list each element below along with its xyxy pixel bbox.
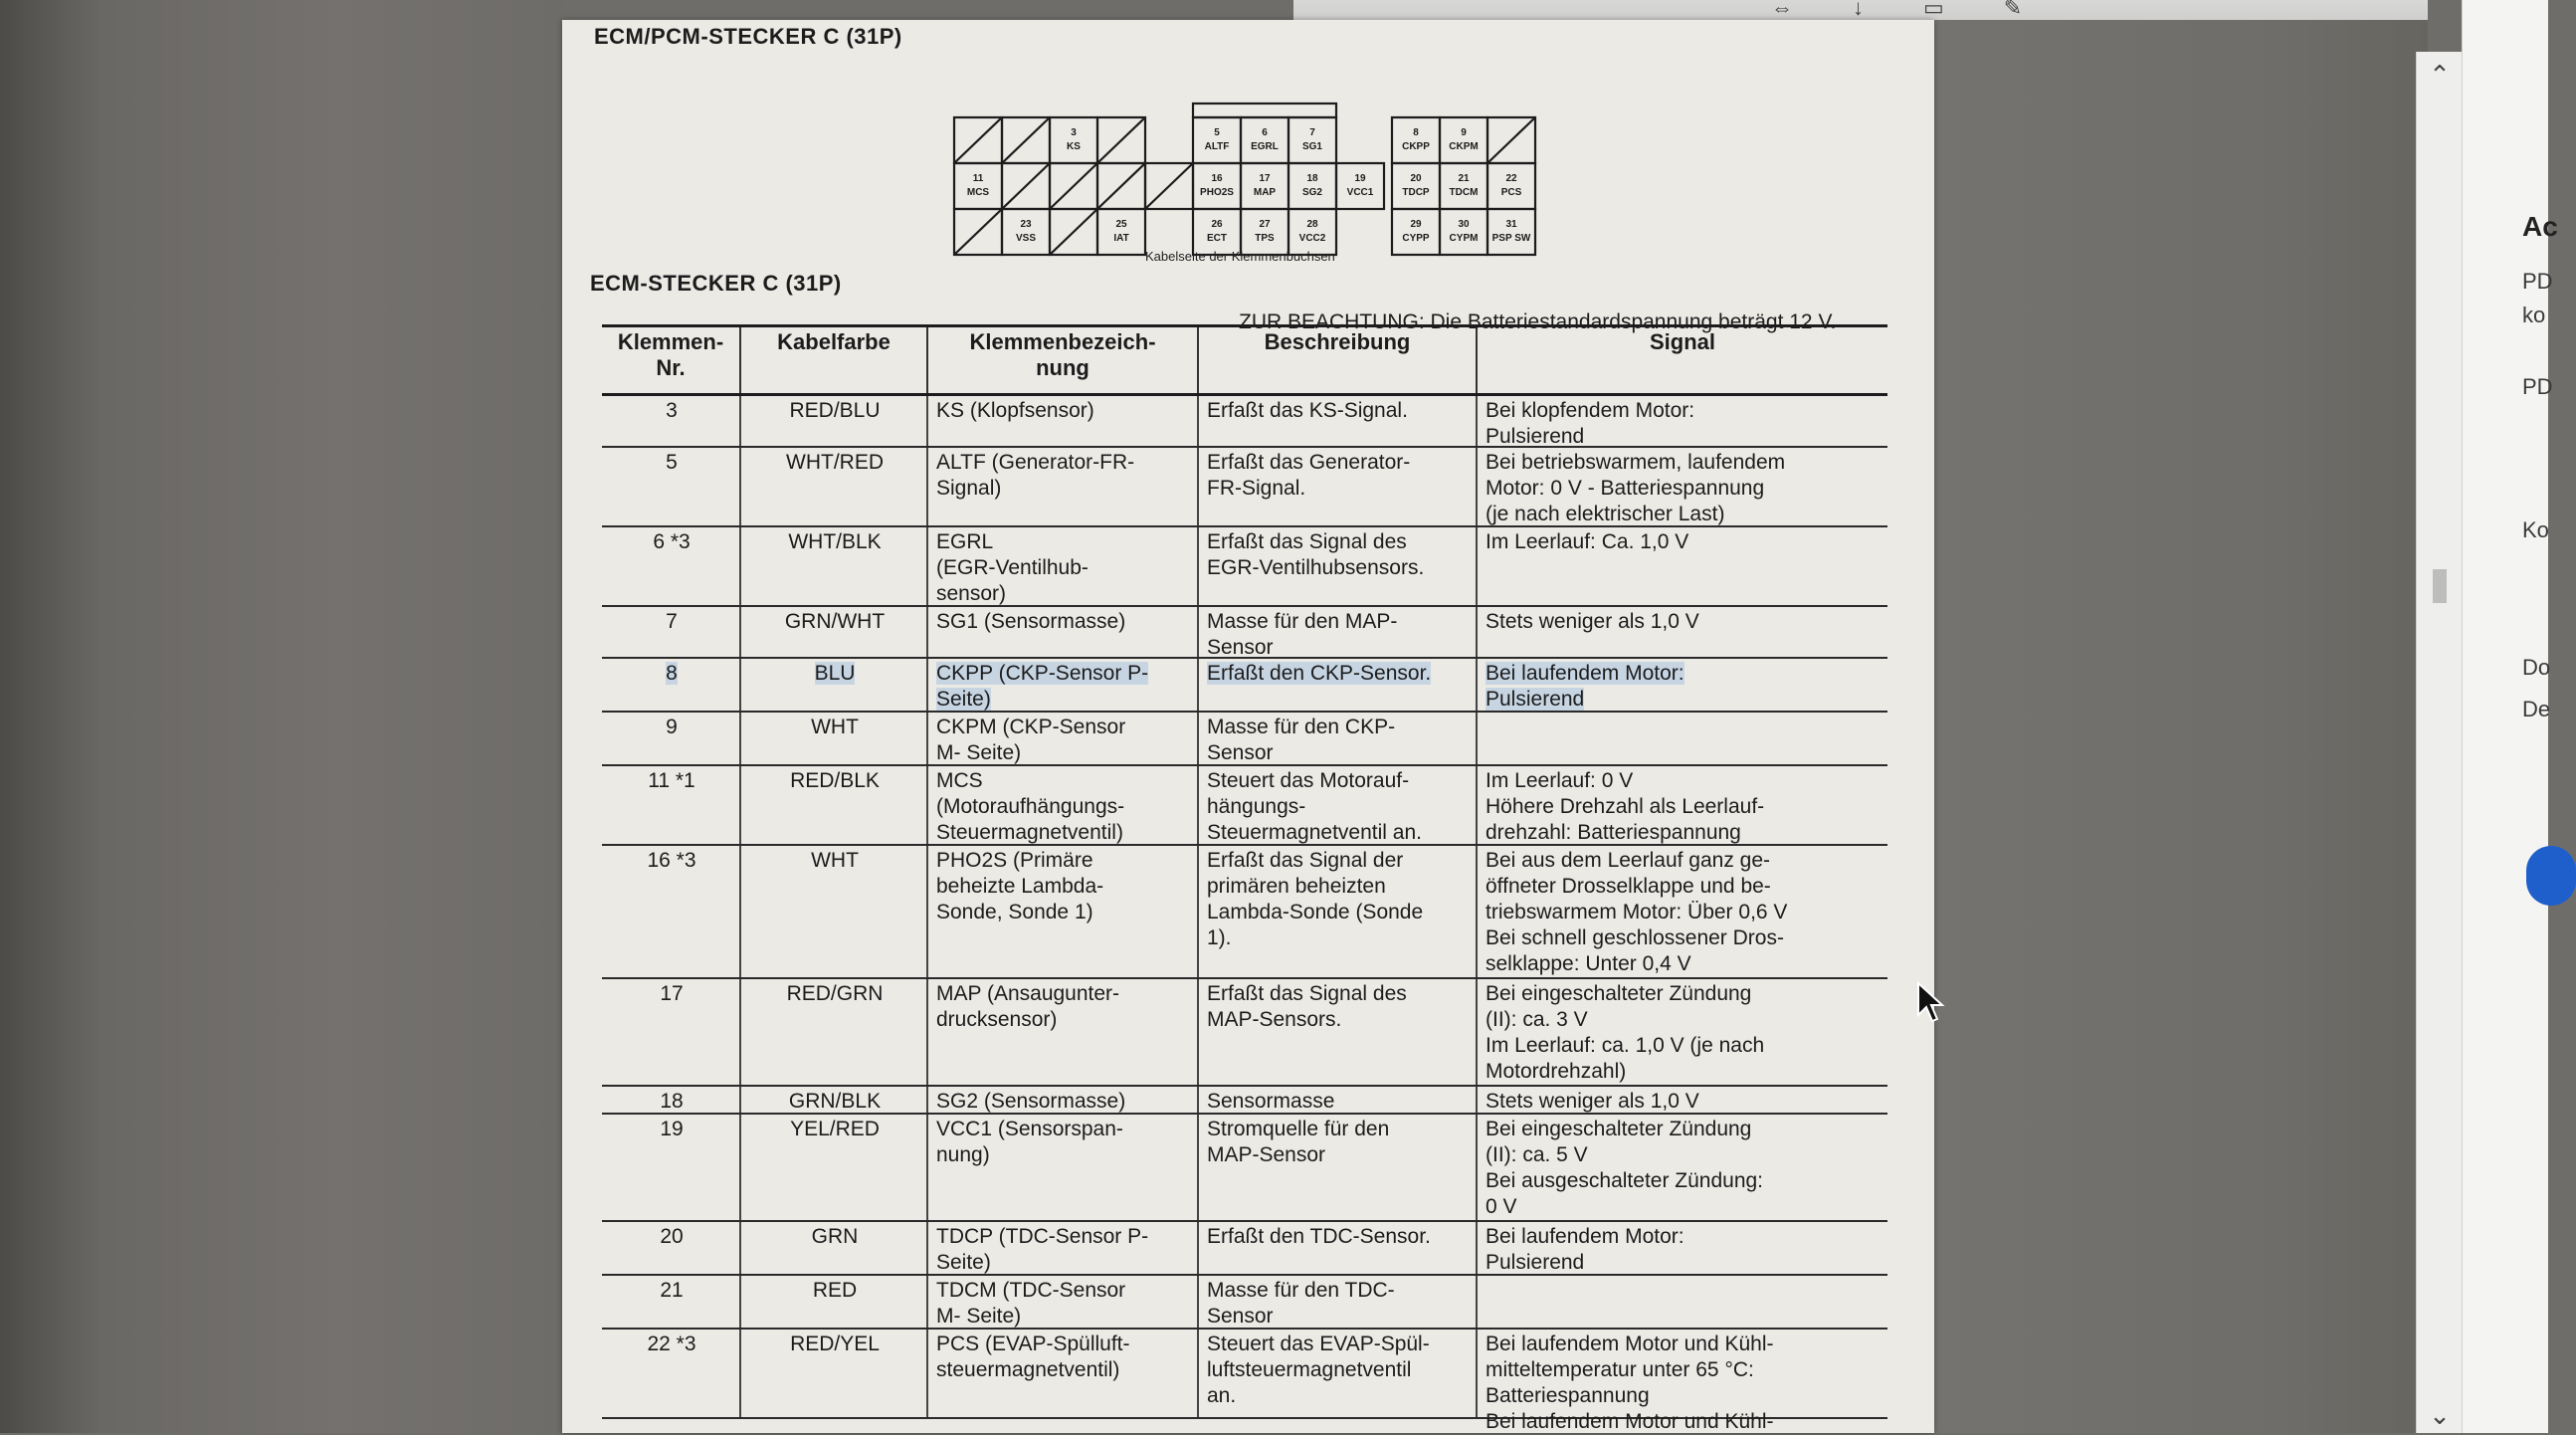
pin-label: VCC2 — [1298, 233, 1326, 244]
cell-description-text: Masse für den CKP- Sensor — [1207, 716, 1396, 764]
fit-width-icon[interactable]: ⇔ — [1771, 0, 1793, 20]
cell-terminal-no — [602, 979, 741, 1085]
cell-wire-color-text: WHT/BLK — [788, 530, 882, 553]
table-row — [602, 448, 1887, 527]
pin-label: TDCM — [1449, 187, 1479, 198]
cell-terminal-no-text: 18 — [660, 1090, 684, 1113]
cell-description — [1199, 1115, 1478, 1220]
pdf-page — [562, 20, 1934, 1433]
viewer-toolbar — [1293, 0, 2428, 20]
connector-cell — [1050, 117, 1097, 163]
panel-heading: Ac — [2522, 211, 2558, 242]
cell-terminal-name — [928, 607, 1199, 657]
table-row — [602, 659, 1887, 713]
panel-line: De — [2522, 697, 2551, 721]
cell-terminal-name-text: SG1 (Sensormasse) — [936, 610, 1126, 633]
pin-number: 28 — [1306, 219, 1318, 230]
connector-cell — [1487, 209, 1535, 255]
cell-terminal-name-text: PCS (EVAP-Spülluft- steuermagnetventil) — [936, 1332, 1130, 1381]
cell-wire-color-text: GRN/BLK — [788, 1090, 882, 1113]
pin-label: PCS — [1500, 187, 1522, 198]
cell-terminal-name-text: CKPP (CKP-Sensor P- Seite) — [936, 662, 1149, 711]
cell-description — [1199, 448, 1478, 525]
pin-label: SG2 — [1301, 187, 1323, 198]
pin-number: 21 — [1458, 173, 1470, 184]
connector-cell — [1193, 103, 1336, 117]
pin-number: 9 — [1461, 127, 1467, 138]
cell-signal — [1478, 1115, 1887, 1220]
connector-hatch — [1050, 163, 1097, 209]
cell-terminal-no-text: 11 *1 — [648, 769, 695, 792]
pin-label: ALTF — [1204, 141, 1230, 152]
cell-terminal-no — [602, 607, 741, 657]
page-title: ECM/PCM-STECKER C (31P) — [594, 24, 902, 49]
diagram-caption: Kabelseite der Klemmenbuchsen — [1145, 249, 1335, 264]
cell-signal — [1478, 527, 1887, 605]
pin-label: EGRL — [1251, 141, 1279, 152]
cell-description — [1199, 1330, 1478, 1417]
cell-wire-color — [741, 1115, 928, 1220]
table-row — [602, 396, 1887, 448]
cell-terminal-name-text: CKPM (CKP-Sensor M- Seite) — [936, 716, 1126, 764]
cell-wire-color-text: WHT/RED — [786, 451, 884, 474]
cell-terminal-name — [928, 1115, 1199, 1220]
cell-terminal-no — [602, 713, 741, 764]
pin-number: 29 — [1410, 219, 1422, 230]
pin-label: MAP — [1253, 187, 1277, 198]
pin-number: 7 — [1309, 127, 1315, 138]
pin-label: CYPM — [1449, 233, 1479, 244]
viewer-left-background — [0, 0, 562, 1433]
cell-signal — [1478, 396, 1887, 446]
cell-terminal-no-text: 7 — [666, 610, 678, 633]
cell-description-text: Erfaßt das Signal des MAP-Sensors. — [1207, 982, 1407, 1031]
cell-wire-color-text: BLU — [814, 662, 856, 685]
cell-signal-text: Bei laufendem Motor: Pulsierend — [1486, 1225, 1684, 1274]
cell-terminal-no — [602, 527, 741, 605]
table-row — [602, 846, 1887, 979]
cell-description — [1199, 659, 1478, 711]
cell-signal-text: Im Leerlauf: Ca. 1,0 V — [1486, 530, 1689, 553]
cell-terminal-no — [602, 1330, 741, 1417]
cell-wire-color — [741, 527, 928, 605]
cell-signal-text: Bei aus dem Leerlauf ganz ge- öffneter Drosselklappe und be- triebswarmem Motor: Über 0,6 V Bei schnell geschlossener Dros- selklappe: Unter 0,4 V — [1486, 849, 1788, 975]
table-row — [602, 1276, 1887, 1330]
table-header — [602, 327, 1887, 396]
pin-number: 6 — [1262, 127, 1268, 138]
pin-label: TDCP — [1402, 187, 1430, 198]
connector-cell — [1336, 163, 1384, 209]
cell-wire-color-text: WHT — [811, 716, 859, 738]
connector-cell — [1097, 209, 1145, 255]
cell-signal-text: Stets weniger als 1,0 V — [1486, 1090, 1699, 1113]
cell-terminal-no-text: 3 — [666, 399, 678, 422]
cell-terminal-name — [928, 448, 1199, 525]
table-body — [602, 396, 1887, 1433]
pin-number: 27 — [1259, 219, 1271, 230]
header-wire-color: Kabelfarbe — [741, 327, 928, 393]
cell-description-text: Erfaßt den CKP-Sensor. — [1207, 662, 1432, 685]
pen-icon[interactable]: ✎ — [2003, 0, 2023, 20]
cell-signal-text: Bei laufendem Motor: Pulsierend — [1486, 662, 1684, 711]
cell-wire-color-text: GRN — [811, 1225, 859, 1248]
table-row — [602, 607, 1887, 659]
cell-signal — [1478, 1276, 1887, 1328]
cell-description — [1199, 1087, 1478, 1113]
pin-number: 30 — [1458, 219, 1470, 230]
cell-terminal-name — [928, 1330, 1199, 1417]
pin-label: KS — [1067, 141, 1081, 152]
cell-terminal-no-text: 22 *3 — [647, 1332, 696, 1355]
scroll-down-icon[interactable]: ⌄ — [2429, 1400, 2451, 1430]
cell-terminal-name — [928, 979, 1199, 1085]
cell-signal — [1478, 448, 1887, 525]
cell-description-text: Steuert das Motorauf- hängungs- Steuermagnetventil an. — [1207, 769, 1422, 844]
cell-terminal-no — [602, 1276, 741, 1328]
cell-terminal-no — [602, 396, 741, 446]
cell-description-text: Erfaßt das Generator- FR-Signal. — [1207, 451, 1411, 500]
panel-line: Do — [2522, 655, 2551, 680]
cell-terminal-no — [602, 448, 741, 525]
table-row — [602, 979, 1887, 1087]
pin-label: ECT — [1207, 233, 1227, 244]
cell-wire-color — [741, 1087, 928, 1113]
cell-wire-color — [741, 766, 928, 844]
cell-terminal-no-text: 5 — [666, 451, 678, 474]
pin-label: PSP SW — [1491, 233, 1531, 244]
panel-line: PD — [2522, 269, 2553, 294]
cell-terminal-name-text: VCC1 (Sensorspan- nung) — [936, 1118, 1123, 1166]
panel-line: PD — [2522, 374, 2553, 399]
viewer-right-background — [1934, 0, 2428, 1433]
connector-cell — [1440, 163, 1487, 209]
cell-description — [1199, 846, 1478, 977]
pin-number: 25 — [1115, 219, 1127, 230]
cell-wire-color-text: RED — [812, 1279, 858, 1302]
cell-wire-color-text: RED/GRN — [786, 982, 884, 1005]
cell-wire-color-text: RED/YEL — [790, 1332, 880, 1355]
cell-terminal-name-text: MAP (Ansaugunter- drucksensor) — [936, 982, 1120, 1031]
cell-description-text: Masse für den MAP- Sensor — [1207, 610, 1398, 659]
pin-number: 22 — [1505, 173, 1517, 184]
pin-label: MCS — [966, 187, 990, 198]
cell-description-text: Stromquelle für den MAP-Sensor — [1207, 1118, 1390, 1166]
connector-cell — [1288, 117, 1336, 163]
pin-label: CKPP — [1402, 141, 1430, 152]
pin-label: SG1 — [1301, 141, 1323, 152]
cell-terminal-name — [928, 659, 1199, 711]
table-row — [602, 1087, 1887, 1115]
cell-terminal-no-text: 16 *3 — [647, 849, 696, 872]
cell-terminal-no-text: 20 — [660, 1225, 684, 1248]
connector-cell — [1002, 209, 1050, 255]
comment-icon[interactable]: ▭ — [1923, 0, 1944, 20]
cell-wire-color — [741, 979, 928, 1085]
connector-hatch — [1145, 163, 1193, 209]
cell-terminal-name — [928, 1276, 1199, 1328]
pin-table — [602, 324, 1887, 1433]
pin-label: VCC1 — [1346, 187, 1374, 198]
pin-number: 3 — [1071, 127, 1077, 138]
pin-label: IAT — [1113, 233, 1129, 244]
cell-terminal-name-text: TDCM (TDC-Sensor M- Seite) — [936, 1279, 1126, 1328]
connector-cell — [1241, 163, 1288, 209]
cell-terminal-no-text: 6 *3 — [653, 530, 691, 553]
cell-wire-color — [741, 396, 928, 446]
pin-number: 26 — [1211, 219, 1223, 230]
cell-terminal-name — [928, 1222, 1199, 1274]
pin-number: 8 — [1413, 127, 1419, 138]
table-row — [602, 1330, 1887, 1433]
connector-hatch — [1487, 117, 1535, 163]
cell-terminal-name-text: TDCP (TDC-Sensor P- Seite) — [936, 1225, 1149, 1274]
cell-terminal-name-text: MCS (Motoraufhängungs- Steuermagnetventil) — [936, 769, 1125, 844]
scroll-thumb[interactable] — [2433, 569, 2447, 603]
connector-cell — [1487, 163, 1535, 209]
mouse-cursor-icon — [1916, 981, 1946, 1025]
connector-hatch — [1097, 163, 1145, 209]
cell-description — [1199, 1222, 1478, 1274]
cell-terminal-no-text: 8 — [666, 662, 678, 685]
cell-signal-text: Bei betriebswarmem, laufendem Motor: 0 V - Batteriespannung (je nach elektrischer Last) — [1486, 451, 1786, 525]
cell-terminal-no — [602, 1222, 741, 1274]
download-icon[interactable]: ↓ — [1853, 0, 1864, 20]
cell-signal-text: Bei klopfendem Motor: Pulsierend — [1486, 399, 1695, 448]
cell-wire-color-text: WHT — [811, 849, 859, 872]
scroll-up-icon[interactable]: ⌃ — [2429, 60, 2451, 90]
cell-description — [1199, 713, 1478, 764]
connector-cell — [954, 163, 1002, 209]
cell-wire-color — [741, 846, 928, 977]
connector-cell — [1392, 209, 1440, 255]
cell-terminal-name-text: ALTF (Generator-FR- Signal) — [936, 451, 1135, 500]
cell-terminal-no-text: 9 — [666, 716, 678, 738]
cell-wire-color-text: YEL/RED — [790, 1118, 880, 1140]
cell-wire-color — [741, 1222, 928, 1274]
connector-cell — [1392, 117, 1440, 163]
connector-hatch — [954, 117, 1002, 163]
pin-number: 31 — [1505, 219, 1517, 230]
connector-cell — [1193, 163, 1241, 209]
cell-description-text: Erfaßt das Signal der primären beheizten Lambda-Sonde (Sonde 1). — [1207, 849, 1424, 949]
cell-terminal-no — [602, 766, 741, 844]
cell-terminal-name — [928, 1087, 1199, 1113]
cell-description — [1199, 766, 1478, 844]
pin-label: PHO2S — [1200, 187, 1234, 198]
cell-signal-text: Stets weniger als 1,0 V — [1486, 610, 1699, 633]
cell-signal-text: Im Leerlauf: 0 V Höhere Drehzahl als Leerlauf- drehzahl: Batteriespannung — [1486, 769, 1765, 844]
cell-wire-color — [741, 607, 928, 657]
table-row — [602, 527, 1887, 607]
connector-cell — [1193, 117, 1241, 163]
cell-signal-text: Bei eingeschalteter Zündung (II): ca. 5 V Bei ausgeschalteter Zündung: 0 V — [1486, 1118, 1764, 1218]
connector-hatch — [1002, 163, 1050, 209]
connector-cell — [1440, 117, 1487, 163]
pin-number: 23 — [1020, 219, 1032, 230]
cell-description — [1199, 396, 1478, 446]
pin-number: 17 — [1259, 173, 1271, 184]
connector-hatch — [954, 209, 1002, 255]
cell-wire-color — [741, 1276, 928, 1328]
cell-signal — [1478, 1330, 1887, 1433]
cell-terminal-no — [602, 846, 741, 977]
cell-wire-color-text: RED/BLU — [789, 399, 881, 422]
header-description: Beschreibung — [1199, 327, 1478, 393]
cell-terminal-no — [602, 659, 741, 711]
connector-hatch — [1050, 209, 1097, 255]
cell-terminal-name-text: KS (Klopfsensor) — [936, 399, 1094, 422]
cell-terminal-no-text: 19 — [660, 1118, 684, 1140]
cell-description-text: Erfaßt das KS-Signal. — [1207, 399, 1408, 422]
cell-terminal-name — [928, 766, 1199, 844]
table-row — [602, 766, 1887, 846]
header-terminal-name: Klemmenbezeich- nung — [928, 327, 1199, 393]
connector-diagram — [954, 84, 1571, 263]
pin-label: CYPP — [1402, 233, 1430, 244]
cell-description-text: Steuert das EVAP-Spül- luftsteuermagnetventil an. — [1207, 1332, 1430, 1407]
cell-terminal-no-text: 21 — [660, 1279, 684, 1302]
cell-description — [1199, 1276, 1478, 1328]
cell-signal — [1478, 1087, 1887, 1113]
cell-terminal-name — [928, 846, 1199, 977]
table-row — [602, 713, 1887, 766]
cell-signal — [1478, 713, 1887, 764]
cell-terminal-no-text: 17 — [660, 982, 684, 1005]
header-signal: Signal — [1649, 329, 1715, 354]
cell-signal — [1478, 659, 1887, 711]
panel-action-button[interactable] — [2526, 846, 2576, 906]
pin-number: 18 — [1306, 173, 1318, 184]
cell-signal — [1478, 607, 1887, 657]
cell-description-text: Masse für den TDC- Sensor — [1207, 1279, 1395, 1328]
pin-label: TPS — [1255, 233, 1275, 244]
voltage-note: ZUR BEACHTUNG: Die Batteriestandardspannung beträgt 12 V. — [1239, 310, 1837, 333]
pin-number: 16 — [1211, 173, 1223, 184]
pin-number: 11 — [972, 173, 984, 184]
cell-terminal-name — [928, 396, 1199, 446]
cell-wire-color — [741, 713, 928, 764]
cell-description — [1199, 979, 1478, 1085]
cell-signal — [1478, 766, 1887, 844]
cell-description-text: Erfaßt das Signal des EGR-Ventilhubsensors. — [1207, 530, 1425, 579]
pin-number: 20 — [1410, 173, 1422, 184]
pin-number: 5 — [1214, 127, 1220, 138]
connector-cell — [1392, 163, 1440, 209]
cell-signal — [1478, 979, 1887, 1085]
header-terminal-no: Klemmen- Nr. — [602, 327, 741, 393]
cell-signal-text: Bei eingeschalteter Zündung (II): ca. 3 V Im Leerlauf: ca. 1,0 V (je nach Motordrehzahl) — [1486, 982, 1765, 1083]
connector-hatch — [1002, 117, 1050, 163]
connector-hatch — [1097, 117, 1145, 163]
right-side-panel — [2462, 0, 2558, 1433]
cell-description-text: Erfaßt den TDC-Sensor. — [1207, 1225, 1431, 1248]
cell-description — [1199, 527, 1478, 605]
cell-terminal-no — [602, 1087, 741, 1113]
cell-description-text: Sensormasse — [1207, 1090, 1335, 1113]
pin-number: 19 — [1354, 173, 1366, 184]
cell-signal — [1478, 846, 1887, 977]
cell-wire-color — [741, 1330, 928, 1417]
cell-description — [1199, 607, 1478, 657]
cell-terminal-name-text: PHO2S (Primäre beheizte Lambda- Sonde, Sonde 1) — [936, 849, 1104, 923]
cell-wire-color — [741, 448, 928, 525]
cell-signal-text: Bei laufendem Motor und Kühl- mitteltemperatur unter 65 °C: Batteriespannung Bei laufendem Motor und Kühl- — [1486, 1332, 1774, 1433]
cell-terminal-name — [928, 713, 1199, 764]
pin-label: CKPM — [1449, 141, 1479, 152]
cell-terminal-name-text: EGRL (EGR-Ventilhub- sensor) — [936, 530, 1089, 605]
table-row — [602, 1115, 1887, 1222]
cell-terminal-no — [602, 1115, 741, 1220]
pin-label: VSS — [1015, 233, 1037, 244]
panel-line: ko — [2522, 303, 2546, 327]
connector-cell — [1440, 209, 1487, 255]
cell-terminal-name — [928, 527, 1199, 605]
cell-signal — [1478, 1222, 1887, 1274]
connector-cell — [1288, 163, 1336, 209]
vertical-scrollbar[interactable] — [2416, 52, 2463, 1433]
cell-wire-color-text: GRN/WHT — [784, 610, 886, 633]
section-title: ECM-STECKER C (31P) — [590, 271, 842, 296]
cell-wire-color — [741, 659, 928, 711]
cell-terminal-name-text: SG2 (Sensormasse) — [936, 1090, 1126, 1113]
connector-cell — [1241, 117, 1288, 163]
table-row — [602, 1222, 1887, 1276]
cell-wire-color-text: RED/BLK — [790, 769, 880, 792]
panel-line: Ko — [2522, 517, 2549, 542]
